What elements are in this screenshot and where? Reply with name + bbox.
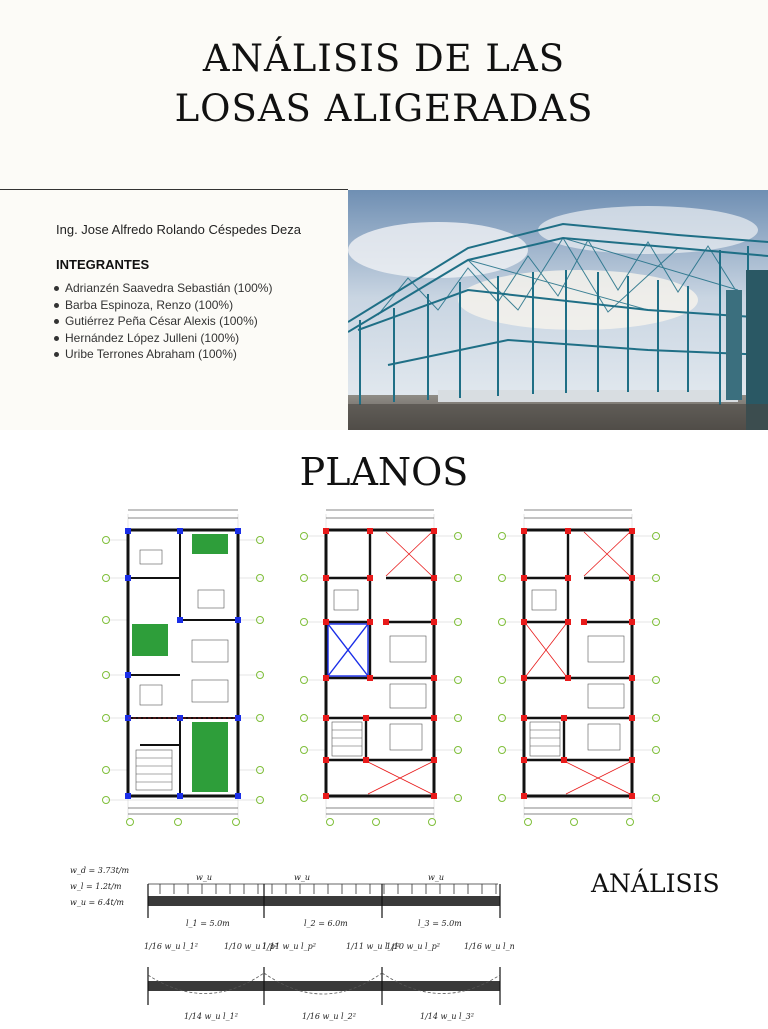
load-wu: w_u = 6.4t/m [70,898,125,907]
load-wl: w_l = 1.2t/m [70,882,122,891]
moment-top-5: 1/10 w_u l_p² [386,942,440,951]
floor-plan-2 [298,500,468,830]
member-item: Uribe Terrones Abraham (100%) [52,346,272,363]
span-load-2: w_u [294,873,310,882]
page-title [0,34,768,134]
floor-plan-3 [494,500,664,830]
moment-bottom-1: 1/14 w_u l_1² [184,1012,238,1021]
moment-bottom-3: 1/14 w_u l_3² [420,1012,474,1021]
span-load-1: w_u [196,873,212,882]
member-item: Adrianzén Saavedra Sebastián (100%) [52,280,272,297]
engineer-name: Ing. Jose Alfredo Rolando Céspedes Deza [56,222,301,237]
load-wd: w_d = 3.73t/m [70,866,130,875]
member-item: Gutiérrez Peña César Alexis (100%) [52,313,272,330]
member-item: Hernández López Julleni (100%) [52,330,272,347]
steel-structure-photo [348,190,768,430]
span-length-3: l_3 = 5.0m [418,919,462,928]
moment-bottom-2: 1/16 w_u l_2² [302,1012,356,1021]
title-line-2: LOSAS ALIGERADAS [174,87,594,130]
moment-top-4: 1/11 w_u l_p² [346,942,400,951]
moment-top-1: 1/16 w_u l_1² [144,942,198,951]
beam-load-diagram [64,860,514,940]
member-item: Barba Espinoza, Renzo (100%) [52,297,272,314]
moment-top-6: 1/16 w_u l_n² [464,942,514,951]
span-load-3: w_u [428,873,444,882]
plans-title: PLANOS [299,450,469,494]
moment-coefficients-diagram [64,935,514,1029]
analysis-title: ANÁLISIS [591,869,720,898]
members-list [52,280,272,363]
span-length-2: l_2 = 6.0m [304,919,348,928]
floor-plan-1 [100,500,270,830]
moment-top-3: 1/11 w_u l_p² [262,942,316,951]
title-line-1: ANÁLISIS DE LAS [202,37,566,80]
moment-top-2: 1/10 w_u l_p² [224,942,278,951]
span-length-1: l_1 = 5.0m [186,919,230,928]
members-heading: INTEGRANTES [56,257,150,272]
